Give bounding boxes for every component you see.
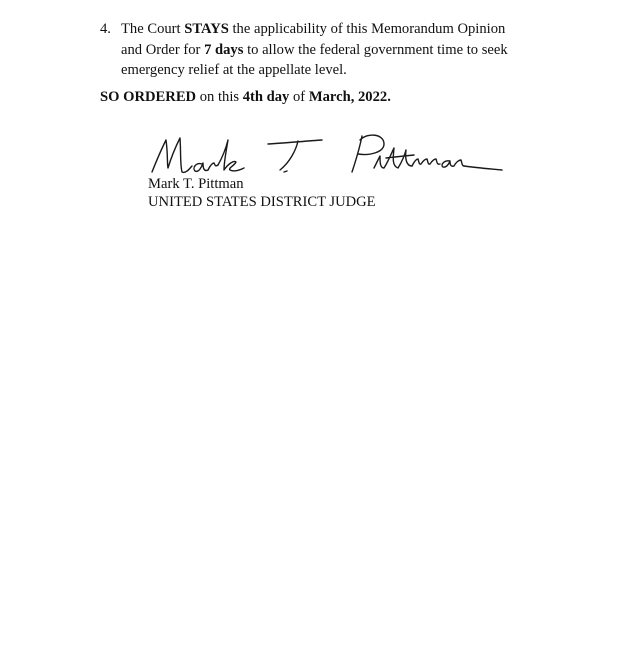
item-text-segment: the applicability of this Memorandum Opinion [228,21,506,37]
so-ordered-line [100,87,391,107]
day-emphasis: 4th day [242,89,290,105]
order-item-4 [100,19,540,81]
item-number: 4. [100,21,111,37]
item-text-segment: and Order for [121,41,205,58]
signer-name: Mark T. Pittman [148,176,244,192]
date-emphasis: March, 2022. [308,89,391,105]
item-line-2 [121,40,540,61]
item-text-segment: to allow the federal government time to seek [243,41,508,58]
handwritten-signature [146,128,506,180]
signer-block [148,176,376,211]
item-text-segment: The Court [121,21,185,37]
ordered-text-segment: on this [196,89,243,105]
stays-emphasis: STAYS [184,21,229,37]
ordered-text-segment: of [289,89,309,105]
item-line-3: emergency relief at the appellate level. [121,62,347,78]
days-emphasis: 7 days [204,41,244,58]
item-line-1 [121,19,540,40]
so-ordered-emphasis: SO ORDERED [100,89,197,105]
signer-title: UNITED STATES DISTRICT JUDGE [148,193,376,210]
item-text [121,19,540,81]
